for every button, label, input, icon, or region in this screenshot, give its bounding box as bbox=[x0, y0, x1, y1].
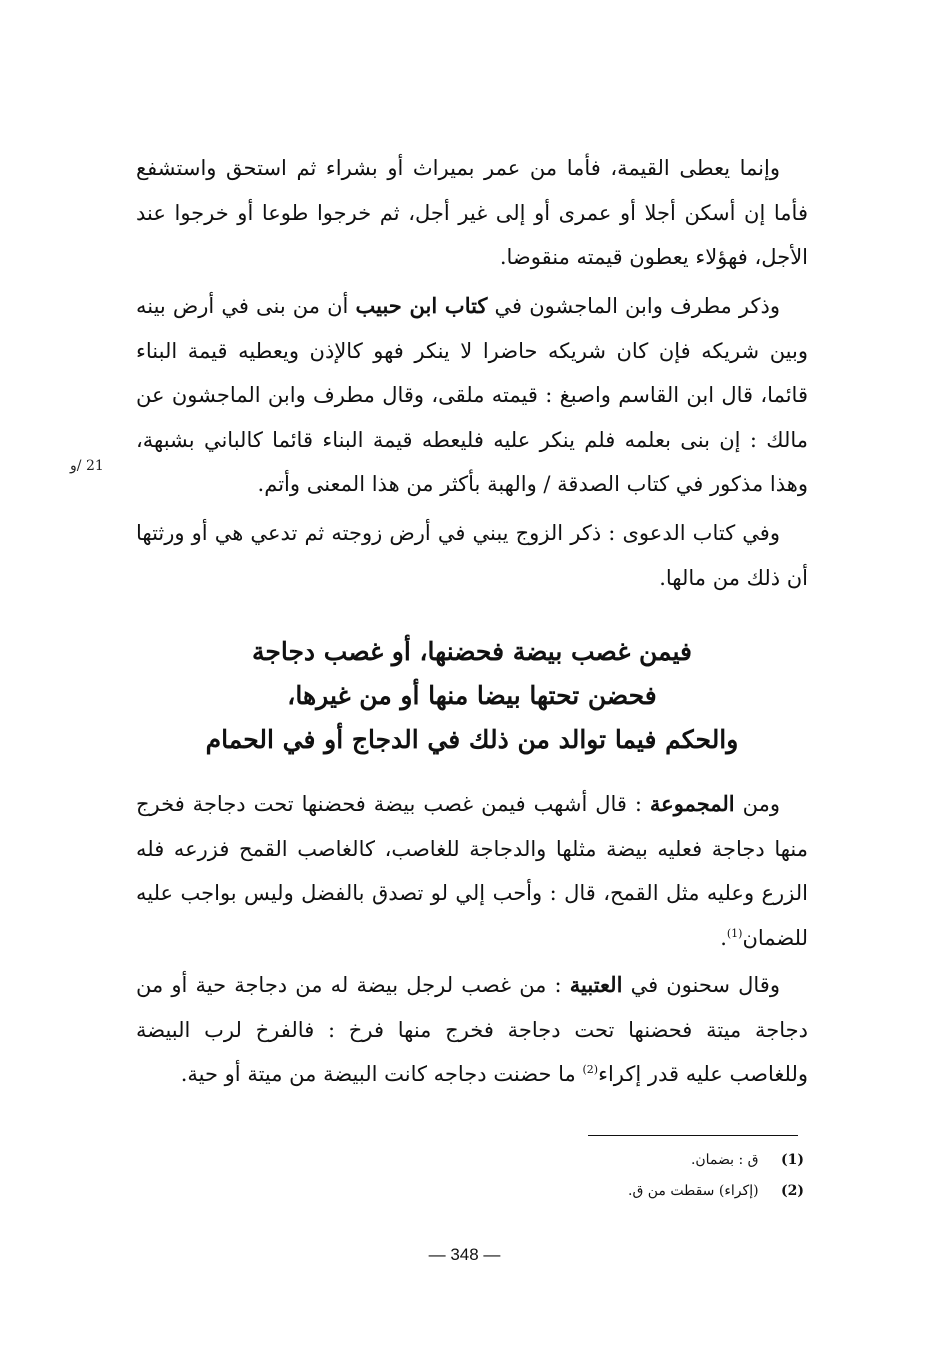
paragraph-text: وإنما يعطى القيمة، فأما من عمر بميراث أو بشراء ثم استحق واستشفع فأما إن أسكن أجلا أو عمرى أو إلى غير أجل، ثم خرجوا طوعا أو خرجوا عند الأجل، فهؤلاء يعطون قيمته منقوضا. bbox=[136, 156, 808, 269]
paragraph-text: : من غصب لرجل بيضة له من دجاجة حية أو من دجاجة ميتة فحضنها تحت دجاجة فخرج منها فرخ : فالفرخ لرب البيضة وللغاصب عليه قدر إكراء bbox=[136, 973, 808, 1086]
footnote-1 bbox=[404, 1152, 804, 1168]
footnote-divider bbox=[588, 1135, 798, 1136]
paragraph-3 bbox=[136, 511, 808, 600]
page-number: — 348 — bbox=[428, 1245, 501, 1264]
footnote-text: (إكراء) سقطت من ق. bbox=[628, 1183, 759, 1199]
section-heading bbox=[136, 630, 808, 762]
footnote-text: ق : بضمان. bbox=[690, 1152, 759, 1168]
paragraph-text: : قال أشهب فيمن غصب بيضة فحضنها تحت دجاجة فخرج منها دجاجة فعليه بيضة مثلها والدجاجة للغاصب، كالغاصب القمح فزرعه فله الزرع وعليه مثل القمح، قال : وأحب إلي لو تصدق بالفضل وليس بواجب عليه للضمان bbox=[136, 792, 808, 950]
paragraph-text: وقال سحنون في bbox=[630, 973, 780, 997]
paragraph-2 bbox=[136, 284, 808, 507]
footnote-number: (1) bbox=[781, 1152, 804, 1168]
heading-line: والحكم فيما توالد من ذلك في الدجاج أو في الحمام bbox=[205, 725, 739, 754]
footnote-reference[interactable]: (2) bbox=[582, 1063, 599, 1076]
footnote-2 bbox=[404, 1183, 804, 1199]
paragraph-text: وذكر مطرف وابن الماجشون في bbox=[494, 294, 780, 318]
paragraph-text: ما حضنت دجاجه كانت البيضة من ميتة أو حية. bbox=[180, 1062, 576, 1086]
folio-margin-note: 21 /و bbox=[70, 458, 104, 474]
heading-line: فيمن غصب بيضة فحضنها، أو غصب دجاجة bbox=[252, 637, 692, 666]
source-citation: كتاب ابن حبيب bbox=[355, 293, 488, 318]
footnote-number: (2) bbox=[781, 1183, 804, 1199]
paragraph-4 bbox=[136, 782, 808, 960]
heading-line: فحضن تحتها بيضا منها أو من غيرها، bbox=[287, 681, 657, 710]
paragraph-text: ومن bbox=[742, 792, 780, 816]
source-citation: المجموعة bbox=[649, 791, 735, 816]
paragraph-text: . bbox=[720, 925, 727, 950]
source-citation: العتبية bbox=[569, 972, 623, 997]
paragraph-text: أن من بنى في أرض بينه وبين شريكه فإن كان شريكه حاضرا لا ينكر فهو كالإذن ويعطيه قيمة البناء قائما، قال ابن القاسم واصبغ : قيمته ملقى، وقال مطرف وابن الماجشون عن مالك : إن بنى بعلمه فلم ينكر عليه فليعطه قيمة البناء قائما كالباني بشبهة، وهذا مذكور في كتاب الصدقة / والهبة بأكثر من هذا المعنى وأتم. bbox=[136, 294, 808, 496]
paragraph-5 bbox=[136, 963, 808, 1097]
paragraph-text: وفي كتاب الدعوى : ذكر الزوج يبني في أرض زوجته ثم تدعي هي أو ورثتها أن ذلك من مالها. bbox=[136, 521, 808, 590]
footnote-reference[interactable]: (1) bbox=[726, 926, 743, 940]
paragraph-1 bbox=[136, 146, 808, 280]
